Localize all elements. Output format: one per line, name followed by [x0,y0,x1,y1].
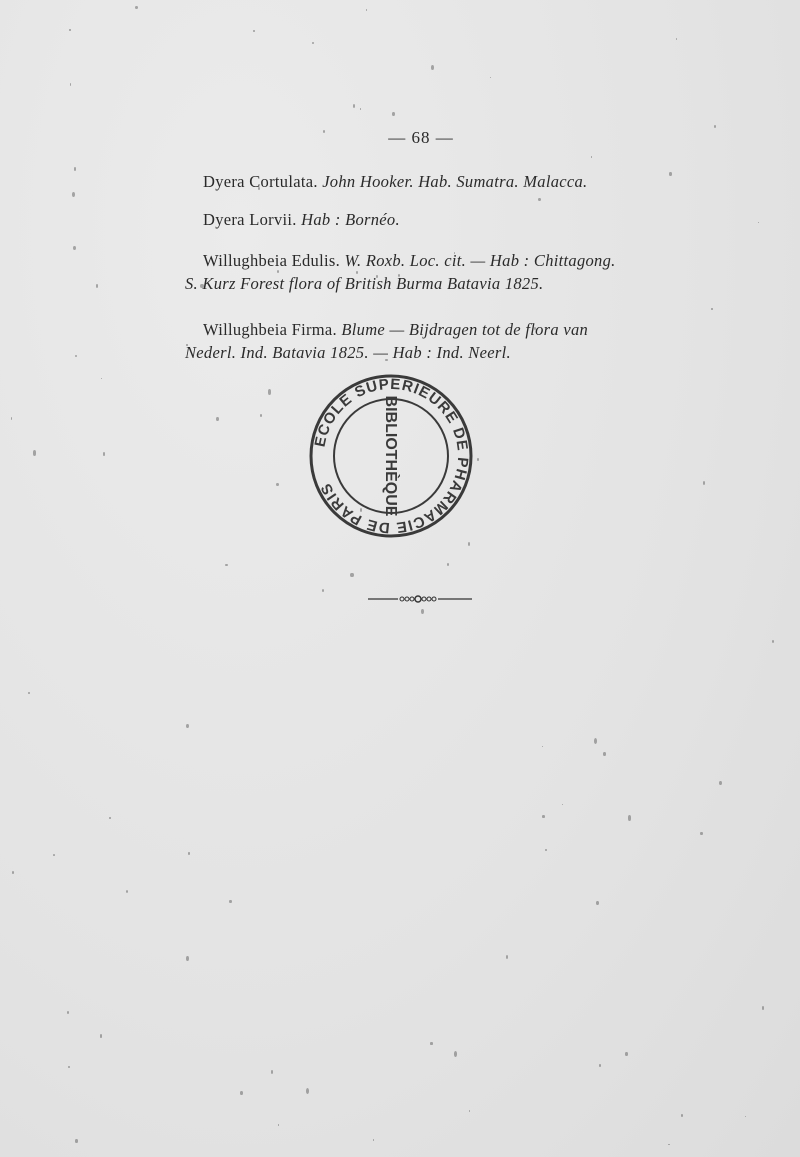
citation-text: Hab : Bornéo. [301,210,400,229]
entry-line [185,249,665,272]
taxon-name: Dyera Lorvii. [203,210,302,229]
entry-line [185,341,665,364]
taxon-name: Dyera Cortulata. [203,172,323,191]
page-number: — 68 — [388,128,454,147]
taxon-name: Willughbeia Firma. [203,320,342,339]
citation-text: Blume — Bijdragen tot de flora van [341,320,589,339]
citation-text: John Hooker. Hab. Sumatra. Malacca. [322,172,588,191]
stamp-outer-text: ECOLE SUPERIEURE DE PHARMACIE DE PARIS [311,375,472,537]
entry-willughbeia-edulis [185,249,665,295]
entry-dyera-cortulata [185,170,665,193]
citation-text: Nederl. Ind. Batavia 1825. — Hab : Ind. Neerl. [185,343,511,362]
entry-line [185,170,665,193]
entry-dyera-lorvii [185,208,665,231]
library-stamp [308,373,474,539]
taxon-name: Willughbeia Edulis. [203,251,345,270]
entry-line [185,318,665,341]
stamp-inner-text: BIBLIOTHÈQUE [382,395,399,517]
citation-text: S. Kurz Forest flora of British Burma Batavia 1825. [185,274,544,293]
entry-line [185,272,665,295]
entry-line [185,208,665,231]
citation-text: W. Roxb. Loc. cit. — Hab : Chittagong. [344,251,616,270]
end-ornament [368,594,472,604]
entry-willughbeia-firma [185,318,665,364]
